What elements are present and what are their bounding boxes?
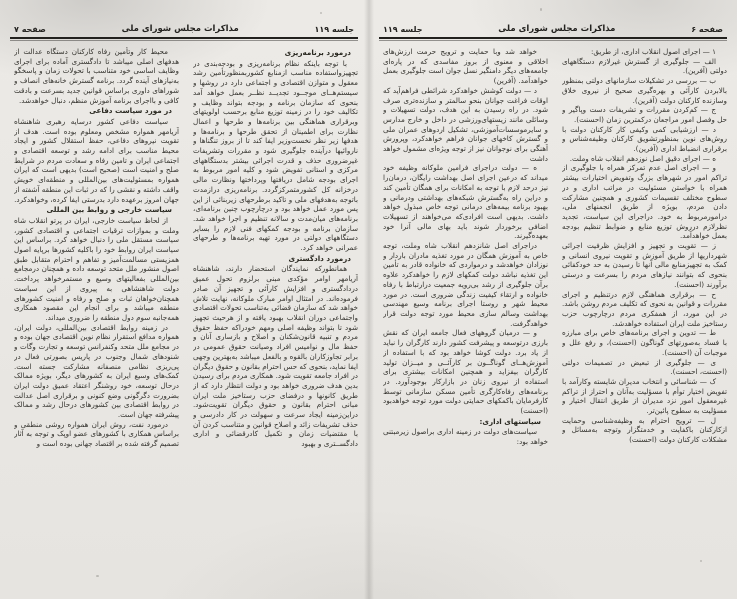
paragraph: سیاست‌های دولت در زمینه اداری براصول زیرمبتنی خواهد بود: [383,427,548,447]
page-number: صفحه ۶ [691,25,723,34]
paragraph: ه — اجرای دقیق اصل نوزدهم انقلاب شاه وملت. [569,153,716,163]
paragraph: دراجرای اصل شانزدهم انقلاب شاه وملت، توجه خاص به آموزش همگان در مورد تغذیه مادران باردار و نوزادان خواهدشد و درمواردی که خانواده قادر به تأمین این تغذیه نباشد دولت کمکهای لازم را خواهدکرد علاوه برآن جلوگیری از رشد بی‌رویه جمعیت درارتباط با رفاه خانواده و ارتقاء کیفیت زندگی ضروری است. در مورد محیط شهر و روستا اجرای برنامه وسیع مهندسی بهداشت وسالم سازی محیط مورد توجه دولت قرار خواهدگرفت. [383,241,548,328]
section-heading: در مورد سیاست دفاعی [89,106,172,116]
page-header [369,0,737,37]
text-column-left [14,47,179,587]
journal-title: مذاکرات مجلس شورای ملی [121,24,239,34]
page-header [0,0,368,37]
paragraph: سیاست دفاعی کشور درسایه رهبری شاهنشاه آریامهر همواره مشخص ومعلوم بوده است. هدف از تقویت نیروهای دفاعی، حفظ استقلال کشور و ایجاد محیط مناسب برای ادامه رشد و توسعه اقتصادی و اجتماعی ایران و تامین رفاه و سعادت مردم در شرایط صلح و امنیت است (صحیح است) بدیهی است که ایران همواره بمسئولیت‌های بین‌المللی و منطقه‌ای خویش واقف داشته و نقشی را که در ثبات این منطقه آشفته از جهان امروز برعهده دارد بدرستی ایفا کرده، وخواهدکرد. [14,116,179,204]
paragraph: د — ارزشیابی کمی وکیفی کار کارکنان دولت با روش‌های نوین بمنظورتشویق کارکنان وظیفه‌شناس و برقراری انضباط اداری (آفرین). [562,124,727,154]
paragraph: در زمینه روابط اقتصادی بین‌المللی، دولت ایران، همواره مدافع استقرار نظام نوین اقتصادی جهان بوده و در مجامع ملل متحد وکنفرانس توسعه و تجارت وگات و شنودهای شمال وجنوب در پاریس بصورتی فعال در پی‌ریزی نظامی منصفانه مشارکت جسته است. کمک‌های وسیع ایران به کشورهای دیگر، بویژه ممالک درحال توسعه، خود روشنگر اعتقاد عمیق دولت ایران بضرورت دگرگونی وضع کنونی و برقراری اصل عدالت در روابط اقتصادی بین کشورهای درحال رشد و ممالک پیشرفته جهان است. [14,322,179,420]
paragraph: از لحاظ سیاست خارجی، ایران در پرتو انقلاب شاه وملت و بموازات ترقیات اجتماعی و اقتصادی کشور، سیاست مستقل ملی را دنبال خواهد کرد. براساس این سیاست ایران روابط خود را باکلیه کشورها برپایه اصول همزیستی مسالمت‌آمیز و تفاهم و احترام متقابل طبق اصول منشور ملل متحد توسعه داده و همچنان درمجامع بین‌المللی بفعالیتهای وسیع و مستمرخواهد پرداخت. دولت شاهنشاهی به پیروی از این سیاست همچنان‌خواهان ثبات و صلح و رفاه و امنیت کشورهای منطقه میباشد و برای انجام این مقصود همکاری همه‌جانبه سوم دول منطقه را ضروری میداند. [14,215,179,322]
paragraph: ب — بررسی در تشکیلات سازمانهای دولتی بمنظور بالابردن کارآئی و بهره‌گیری صحیح از نیروی خلاق وسازنده کارکنان دولت (آفرین). [562,76,727,105]
section-heading: سیاست خارجی و روابط بین المللی [46,205,172,215]
paragraph: و — درمیان گروههای فعال جامعه ایران که نقش بارزی درتوسعه و پیشرفت کشور دارند کارگران را نباید از یاد برد. دولت کوشا خواهد بود که با استفاده از آموزش‌هــای گوناگــون بر کارآئــی و میــزان تولید کارگران بیفزاید و همچنین امکانات بیشتری برای استفاده از نیروی زنان در بازارکار بوجودآورد. در برنامه‌های رفاه‌کارگری تأمین مسکن سازمانی توسط کارفرمایان باکمکهای حمایتی دولت مورد توجه خواهدبود (احسنت) [383,328,548,416]
page-number: صفحه ۷ [14,25,46,34]
scan-speckle [320,12,322,14]
paragraph: د — دولت کوشش خواهدکرد شرائطی فراهم‌آید که اوقات فراغت جوانان بنحو سالمتر و سازنده‌تری صرف شود. در راه رسیدن به این هدف، دولت تسهیلات و وسائلی مانند زیستهای‌ورزشی در داخل و خارج مدارس و سایرموسسات‌آموزشی، تشکیل اردوهای عمران ملی و گسترش کاخهای جوانان فراهم خواهدکرد، وپرورش آهنگی برای نوجوانان نیز از توجه ویژه‌ای مشمول خواهد داشت [383,85,548,163]
paragraph: و — اجرای اصل عدم تمرکز همراه با جلوگیری از تراکم امور در شهرهای بزرگ وتفویض اختیارات بیشتر همراه با خواستن مسئولیت در مراتب اداری و در سطوح مختلف تقسیمات کشوری و همچنین مشارکت دادن مردم، بویژه از طریق انجمنهای ملی، درامورمربوط به خود. دراجرای این سیاست، تجدید نظرلازم درروش توزیع منابع و ضوابط تنظیم بودجه بعمل خواهدآمد. [562,163,727,241]
journal-title: مذاکرات مجلس شورای ملی [498,24,616,34]
paragraph: همانطورکه نمایندگان استحضار دارند، شاهنشاه آریامهر اوامر مؤکدی مبنی برلزوم تحول عمیق دردادگستری و افزایش کارآئی و تجهیز آن صادر فرموده‌اند. در امتثال اوامر مبارک ملوکانه، نهایت تلاش خواهد شد که سازمان قضائی به‌تناسب تحولات اقتصادی واجتماعی دوران انقلاب بهبود یافته و از هرحیث تجهیز شود تا بتواند وظیفه اصلی ومهم خودراکه حفظ حقوق مردم و تنبیه قانون‌شکنان و اصلاح و بازساری آنان و حفظ مال و نوامیس افراد وصیانت حقوق عمومی در برابر تجاوزکاران بالقوه و بالفعل میباشد به‌بهترین وجهی ایفا نماید، بنحوی که حس احترام بقانون و حقوق دیگران در افراد جامعه تقویت شود. همکاری مردم برای رسیدن بدین هدف ضروری خواهد بود و دولت انتظار دارد که از طریق کانونها و درفضای حزب رستاخیز ملت ایران مبانی احترام بقانون و حقوق دیگران تقویت‌شود. دراین‌زمینه ایجاد سرعت و سهولت در کار دادرسی و حذف تشریفات زائد و اصلاح قوانین و متناسب کردن آن با مقتضیات زمان و تکمیل کادرقضائی و اداری دادگســتری و بهبود [193,264,358,449]
section-heading: سیاستهای اداری: [479,416,541,426]
text-columns [0,41,368,587]
scan-speckle [96,575,99,577]
paragraph: ج — کم‌کردن مقررات و تشریفات دست وپاگیر و حل وفصل امور مراجعان درکمترین زمان (احسنت). [562,105,727,124]
scan-speckle [540,8,542,11]
section-heading: درمورد برنامه‌ریزی [284,48,351,57]
paragraph: خواهد شد وبا حمایت و ترویج حرمت ارزش‌های اخلاقی و معنوی از بروز مفاسدی که در پاره‌ای جامعه‌های دیگر دامنگیر نسل جوان است جلوگیری بعمل خواهدآمد. (آفرین) [383,47,548,86]
paragraph: ک — شناسائی و انتخاب مدیران شایسته وکارآمد با تفویض اختیار توأم با مسؤلیت به‌آنان و احتراز از تراکم غیرمعقول امور نزد مدیران از طریق انتقال اختیار و مسؤلیت به سطوح پائین‌تر. [562,376,727,416]
page-7 [0,0,368,599]
paragraph: ح — برقراری هماهنگی لازم درتنظیم و اجرای مقررات و قوانین به نحوی که تکلیف مردم روشن باشد. در این مورد، از همفکری مردم درچارچوب حزب رستاخیز ملت ایران استفاده خواهدشد. [562,289,727,328]
paragraph: با توجه باینکه نظام برنامه‌ریزی و بودجه‌بندی در تجهیزواستفاده مناسب ازمنابع کشوربمنظورتأمین رشد معقول و متوازن اقتصادی و اجتماعی دارد در روشها و سیستم‌هــای موجــود تجدیــد نظــر بعمل خواهد آمد بنحوی که سازمان برنامه و بودجه بتواند وظایف و تکالیف خود را در زمینه توزیع منابع برحسب اولویتهای وبرقراری هماهنگی بین برنامه‌ها و طرحها و اعمال نظارت برای اطمینان از تحقق طرحها و برنامه‌ها و هدفها زیر نظر نخست‌وزیر ایفا کند تا از بروز تنگناها و ناروائیها درآینده جلوگیری شود و مقررات وتشریفات غیرضروری حذف و قدرت اجرائی بیشتر بدستگاههای مرکزی و استانی تفویض شود و کلیه امور مربوط به اجرای بودجه شامل دریافتها وپرداختها ونظارت مالی درخزانه کل کشورمتمرکزگردد. برنامه‌ریزی درازمدت باتوجه به‌هدفهای ملی و تاکید برطرحهای زیربنائی از این پس مورد عمل خواهد بود و درچارچوب چنین برنامه‌ای، برنامه‌های میان‌مدت و سالانه تنظیم و اجرا خواهد شد. سازمان برنامه و بودجه کمکهای فنی لازم را بسایر دستگاههای دولتی در مورد تهیه برنامه‌ها و طرحهای عمرانی خواهد کرد. [193,58,358,253]
paragraph: ز — تقویت و تجهیز و افزایش ظرفیت اجرائی شهرداریها از طریق آموزش و تقویت نیروی انسانی و کمک به تجهیزمنابع مالی آنها تا رسیدن به حد خودکفائی بنحوی که بتوانند نیازهای مردم را بسرعت و درستی برآورند (احسنت). [562,241,727,289]
scan-speckle [700,560,702,562]
session-label: جلسه ۱۱۹ [314,25,354,34]
paragraph: ط — تدوین و اجرای برنامه‌های خاص برای مبارزه با فساد به‌صورتهای گوناگون (احسنت)، و رفع علل و موجبات آن (احسنت). [562,328,727,357]
paragraph: ه — دولت دراجرای فرامین ملوکانه وظیفه خود میداند که درعین اجرای اصل بهداشت رایگان، درمان‌را نیز درحد لازم با توجه به امکانات برای همگان تأمین کند و دراین راه به‌گسترش شبکه‌های بهداشتی ودرمانی و بهبود برنامه بیمه‌های درمانی توجه خاص مبذول خواهد داشت. بدیهی است افرادی‌که می‌خواهند از تسهیلات اضافی برخوردار شوند باید بهای مالی آنرا خود بعهده‌گیرند. [383,163,548,241]
paragraph: ۱ — اجرای اصول انقلاب اداری، از طریق: [591,47,716,56]
paragraph: ی — جلوگیری از تبعیض در تصمیمات دولتی (احسنت، احسنت). [562,357,727,377]
text-column-right [193,47,358,587]
paragraph: ل — ترویج احترام به وظیفه‌شناسی وحمایت ازکارکنان باکفایت و خدمتگزار وتوجه به‌مسائل و مشکلات کارکنان دولت (احسنت) [562,415,727,445]
paragraph: درمورد نفت، روش ایران همواره روشی منطقی و براساس همکاری با کشورهای عضو اوپک و توجه به آثار تصمیم گرفته شده بر اقتصاد جهانی بوده است و [14,419,179,449]
section-heading: درمورد دادگستری [288,253,351,263]
text-column-right [562,47,727,587]
session-label: جلسه ۱۱۹ [383,25,423,34]
page-fold-shadow [364,0,374,599]
paragraph: محیط کار وتأمین رفاه کارکنان دستگاه عدالت از هدفهای اصلی میباشد تا دادگستری آماده برای اجرای وظایف اساسی خود متناسب با تحولات زمان و پاسخگو به‌نیازهای آینده گردد. برنامه گسترش خانه‌های انصاف و شوراهای داوری براساس قوانین جدید بسرعت و بادقت کافی و بااجرای برنامه آموزش منظم، دنبال خواهدشد. [14,47,179,105]
text-columns [369,41,737,587]
text-column-left [383,47,548,587]
paragraph: الف — جلوگیری از گسترش غیرلازم دستگاههای دولتی (آفرین). [562,56,727,76]
page-6 [369,0,737,599]
